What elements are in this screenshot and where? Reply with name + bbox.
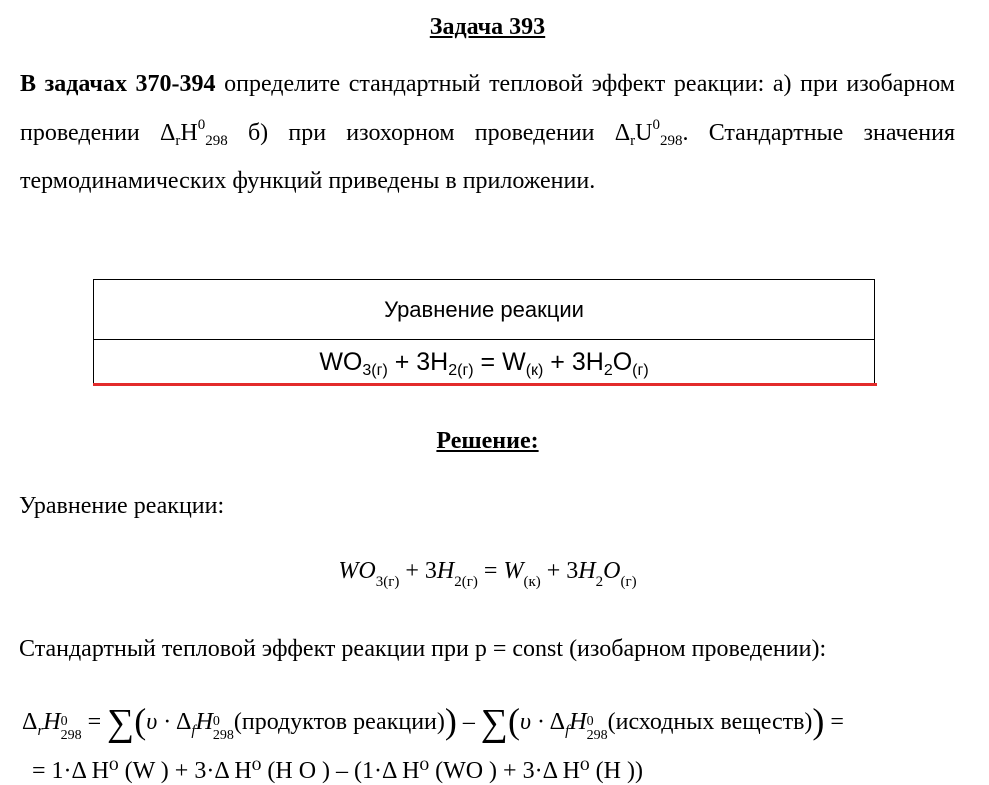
- task-title: Задача 393: [429, 14, 546, 40]
- task-statement: В задачах 370-394 определите стандартный тепловой эффект реакции: а) при изобарном проведении $\Delta_rH^0_{298}$ б) при изохорном проведении $\Delta_rU^0_{298}$. Стандартные значения термодинамических функций приведены в приложении.: [20, 71, 956, 194]
- reaction-table-header: Уравнение реакции: [94, 280, 874, 340]
- reaction-table: [93, 279, 875, 385]
- task-range-bold: В задачах 370-394: [20, 71, 216, 97]
- enthalpy-formula: $\Delta_rH$ 0 298 = $\sum(\upsilon \cdot \Delta_fH$ 0 298 (продуктов реакции)) – $\sum(\upsilon \cdot \Delta_fH$ 0 298 (исходных веществ)) =: [22, 701, 844, 744]
- equation-label: Уравнение реакции:: [19, 493, 225, 519]
- reaction-equation: $WO_{3(г)} + 3H_{2(г)} = W_{(к)} + 3H_2O_{(г)}$: [338, 558, 637, 590]
- reaction-table-row: $WO_{3(г)} + 3H_{2(г)} = W_{(к)} + 3H_2O_{(г)}$: [319, 348, 649, 379]
- red-underline: [93, 383, 877, 386]
- std-effect-text: Стандартный тепловой эффект реакции при p = const (изобарном проведении):: [19, 636, 827, 662]
- solution-title: Решение:: [436, 428, 539, 454]
- enthalpy-formula-line2: = 1·Δ H⁰ (W ) + 3·Δ H⁰ (H O ) – (1·Δ H⁰ (WO ) + 3·Δ H⁰ (H )): [32, 758, 643, 784]
